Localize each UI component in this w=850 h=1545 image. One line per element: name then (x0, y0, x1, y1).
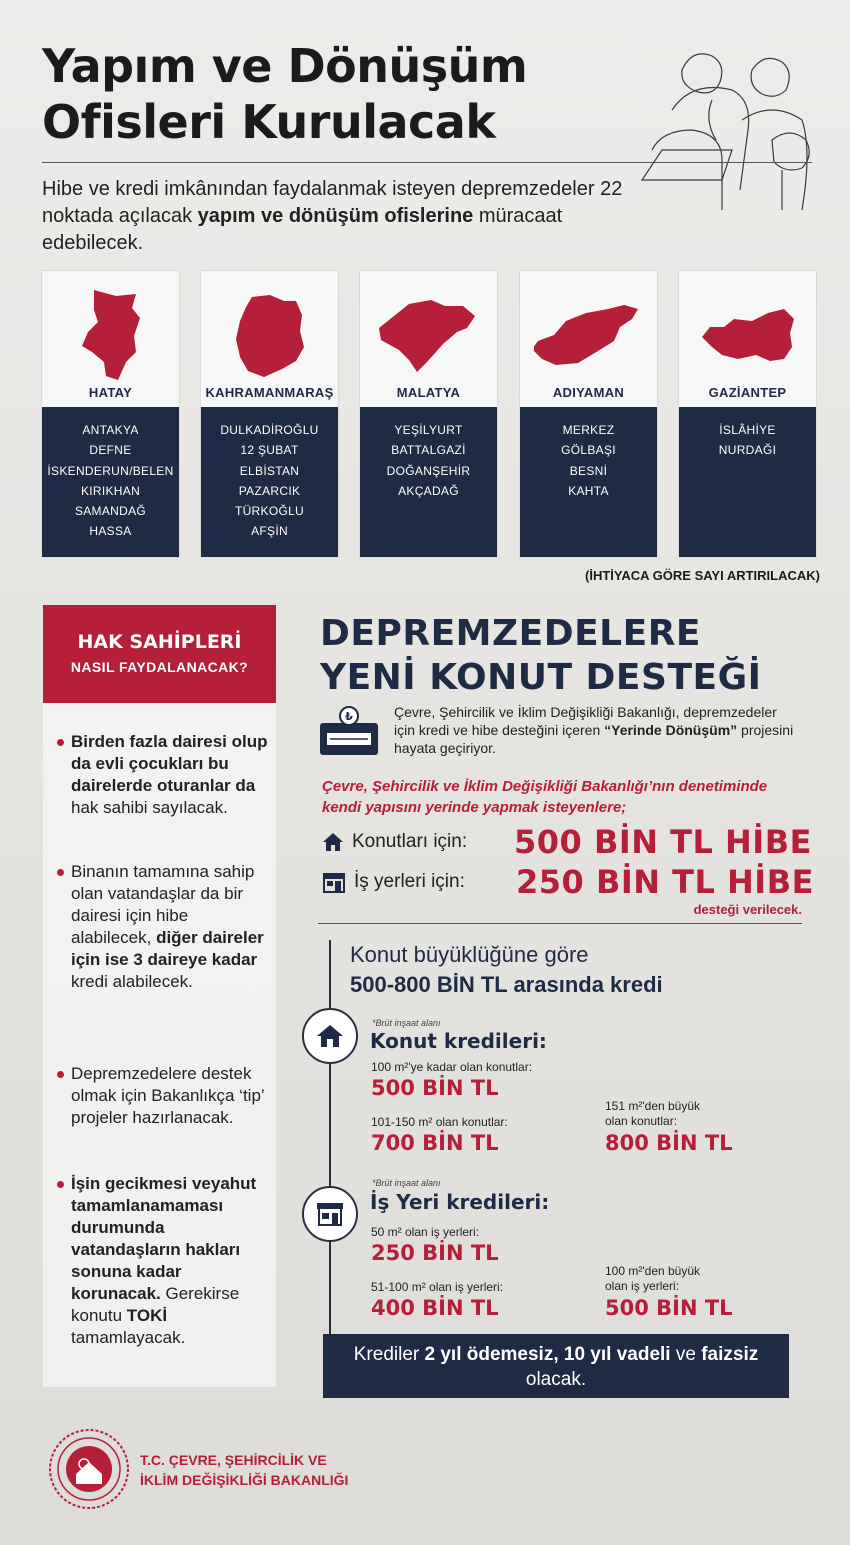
is-tier-3-label (605, 1264, 700, 1294)
kahramanmaras-map-icon (230, 291, 310, 381)
terms-text: olacak. (525, 1369, 587, 1390)
city-card-kahramanmaras (200, 270, 339, 558)
ministry-seal-logo (48, 1428, 130, 1510)
district-item: ANTAKYA (82, 423, 139, 437)
district-item: DEFNE (89, 443, 132, 458)
desc-text: Çevre, Şehircilik ve İklim Değişikliği Bakanlığı, depremzedeler için kredi ve hibe desteğini içeren (394, 704, 777, 738)
district-item: İSLÂHİYE (719, 423, 776, 437)
desc-text: projesini hayata geçiriyor. (394, 722, 794, 756)
district-item: NURDAĞI (718, 443, 777, 458)
district-list (679, 407, 816, 557)
terms-text: Krediler (353, 1344, 425, 1365)
bullet-bold: TOKİ (126, 1306, 168, 1325)
district-item: İSKENDERUN/BELEN (47, 463, 174, 478)
ministry-name (140, 1450, 348, 1490)
home-icon (322, 831, 344, 853)
city-card-hatay (41, 270, 180, 558)
is-tier-1-label: 50 m² olan iş yerleri: (371, 1225, 480, 1239)
district-list (520, 407, 657, 557)
district-item: MERKEZ (562, 423, 615, 437)
bullet-bold: diğer daireler için ise 3 daireye kadar (71, 928, 264, 969)
district-item: AKÇADAĞ (398, 483, 459, 498)
bullet-text: Gerekirse konutu (71, 1284, 240, 1325)
district-list (42, 407, 179, 557)
home-icon (316, 1023, 344, 1049)
timeline-line (329, 940, 331, 1340)
hak-sahipleri-box (43, 605, 276, 703)
hatay-map-icon (76, 286, 146, 386)
hak-subtitle: NASIL FAYDALANACAK? (70, 659, 249, 675)
district-item: BATTALGAZİ (391, 443, 466, 458)
page-title (42, 38, 642, 150)
konut-area-note: *Brüt inşaat alanı (372, 1018, 441, 1028)
intro-text (42, 176, 662, 257)
district-item: BESNİ (569, 463, 608, 478)
city-name: KAHRAMANMARAŞ (205, 385, 334, 400)
shop-icon (315, 1201, 345, 1227)
terms-bold: faizsiz (701, 1344, 759, 1365)
ministry-supervision-note: Çevre, Şehircilik ve İklim Değişikliği Bakanlığı’nın denetiminde kendi yapısını yerinde yapmak isteyenlere; (322, 778, 768, 816)
terms-text: ve (670, 1344, 702, 1365)
city-name: GAZİANTEP (708, 385, 787, 400)
grant-label: Konutları için: (352, 831, 468, 852)
bullet-text: tamamlayacak. (71, 1328, 186, 1347)
terms-bold: 2 yıl ödemesiz, 10 yıl vadeli (424, 1344, 671, 1365)
shop-icon (322, 871, 346, 893)
grant-label: İş yerleri için: (354, 871, 465, 892)
district-item: SAMANDAĞ (74, 504, 147, 519)
district-item: PAZARCIK (238, 483, 301, 498)
district-list (360, 407, 497, 557)
hak-bullet-1 (71, 731, 271, 819)
gaziantep-map-icon (698, 301, 798, 371)
home-circle-icon (302, 1008, 358, 1064)
konut-tier-1-amount: 500 BİN TL (371, 1076, 499, 1100)
intro-part-1: Hibe ve kredi imkânından faydalanmak isteyen depremzedeler 22 noktada açılacak (42, 178, 623, 227)
is-tier-2-label: 51-100 m² olan iş yerleri: (371, 1280, 504, 1294)
district-item: YEŞİLYURT (394, 423, 463, 437)
label-line: 151 m²'den büyük (605, 1099, 701, 1113)
district-item: GÖLBAŞI (561, 443, 616, 458)
city-card-malatya (359, 270, 498, 558)
hak-title: HAK SAHİPLERİ (77, 631, 242, 653)
label-line: 100 m²'den büyük (605, 1264, 701, 1278)
support-title-line-2: YENİ KONUT DESTEĞİ (320, 657, 762, 698)
bullet-text: hak sahibi sayılacak. (71, 798, 228, 817)
city-name: HATAY (88, 385, 133, 400)
hak-bullet-4 (71, 1173, 271, 1349)
district-item: DOĞANŞEHİR (386, 463, 471, 478)
is-tier-2-amount: 400 BİN TL (371, 1296, 499, 1320)
konut-tier-2-label: 101-150 m² olan konutlar: (371, 1115, 508, 1129)
intro-part-2: müracaat edebilecek. (42, 205, 563, 254)
hak-panel (43, 703, 276, 1387)
district-item: ELBİSTAN (239, 463, 300, 478)
grant-row-isyeri (322, 862, 814, 902)
is-tier-3-amount: 500 BİN TL (605, 1296, 733, 1320)
is-area-note: *Brüt inşaat alanı (372, 1178, 441, 1188)
district-list (201, 407, 338, 557)
money-box-icon (318, 705, 380, 757)
label-line: olan konutlar: (605, 1114, 678, 1128)
grant-divider (318, 923, 802, 924)
ministry-line-1: T.C. ÇEVRE, ŞEHİRCİLİK VE (140, 1452, 327, 1468)
hak-bullet-2 (71, 861, 271, 993)
credit-heading-2: 500-800 BİN TL arasında kredi (350, 972, 663, 997)
malatya-map-icon (379, 296, 479, 376)
grant-amount: 500 BİN TL HİBE (514, 823, 812, 861)
support-title-line-1: DEPREMZEDELERE (320, 613, 702, 654)
city-card-gaziantep (678, 270, 817, 558)
credit-heading-1: Konut büyüklüğüne göre (350, 942, 589, 967)
bullet-text: Depremzedelere destek olmak için Bakanlıkça ‘tip’ projeler hazırlanacak. (71, 1064, 265, 1127)
grant-amount: 250 BİN TL HİBE (516, 863, 814, 901)
svg-text:₺: ₺ (345, 710, 353, 723)
title-line-2: Ofisleri Kurulacak (42, 95, 496, 149)
bullet-bold: Birden fazla dairesi olup da evli çocukları bu dairelerde oturanlar da (71, 732, 268, 795)
bullet-text: Binanın tamamına sahip olan vatandaşlar da bir dairesi için hibe alabilecek, (71, 862, 255, 947)
support-description (394, 703, 794, 757)
konut-tier-1-label: 100 m²'ye kadar olan konutlar: (371, 1060, 533, 1074)
district-item: DULKADİROĞLU (220, 423, 319, 437)
district-item: HASSA (89, 524, 132, 539)
credit-terms-banner (323, 1334, 789, 1398)
support-title (320, 612, 810, 700)
konut-tier-3-amount: 800 BİN TL (605, 1131, 733, 1155)
label-line: olan iş yerleri: (605, 1279, 680, 1293)
desc-bold: “Yerinde Dönüşüm” (604, 722, 738, 738)
title-line-1: Yapım ve Dönüşüm (42, 39, 528, 93)
bullet-text: kredi alabilecek. (71, 972, 193, 991)
konut-credits-title: Konut kredileri: (370, 1029, 547, 1053)
district-item: TÜRKOĞLU (234, 504, 305, 519)
bullet-bold: İşin gecikmesi veyahut tamamlanamaması durumunda vatandaşların hakları sonuna kadar korunacak. (71, 1174, 257, 1303)
konut-tier-3-label (605, 1099, 700, 1129)
konut-tier-2-amount: 700 BİN TL (371, 1131, 499, 1155)
district-item: 12 ŞUBAT (240, 443, 299, 458)
is-credits-title: İş Yeri kredileri: (370, 1190, 550, 1214)
intro-bold: yapım ve dönüşüm ofislerine (197, 205, 474, 227)
city-name: MALATYA (396, 385, 461, 400)
district-item: AFŞİN (251, 524, 288, 539)
district-item: KIRIKHAN (80, 483, 141, 498)
grant-row-konut (322, 822, 812, 862)
adiyaman-map-icon (534, 301, 644, 371)
ministry-line-2: İKLİM DEĞİŞİKLİĞİ BAKANLIĞI (140, 1472, 349, 1488)
count-note: (İHTİYACA GÖRE SAYI ARTIRILACAK) (585, 568, 820, 583)
grant-note: desteği verilecek. (693, 902, 802, 917)
is-tier-1-amount: 250 BİN TL (371, 1241, 499, 1265)
city-name: ADIYAMAN (552, 385, 625, 400)
title-divider (42, 162, 812, 163)
district-item: KAHTA (568, 483, 609, 498)
city-card-adiyaman (519, 270, 658, 558)
hak-bullet-3 (71, 1063, 271, 1129)
shop-circle-icon (302, 1186, 358, 1242)
